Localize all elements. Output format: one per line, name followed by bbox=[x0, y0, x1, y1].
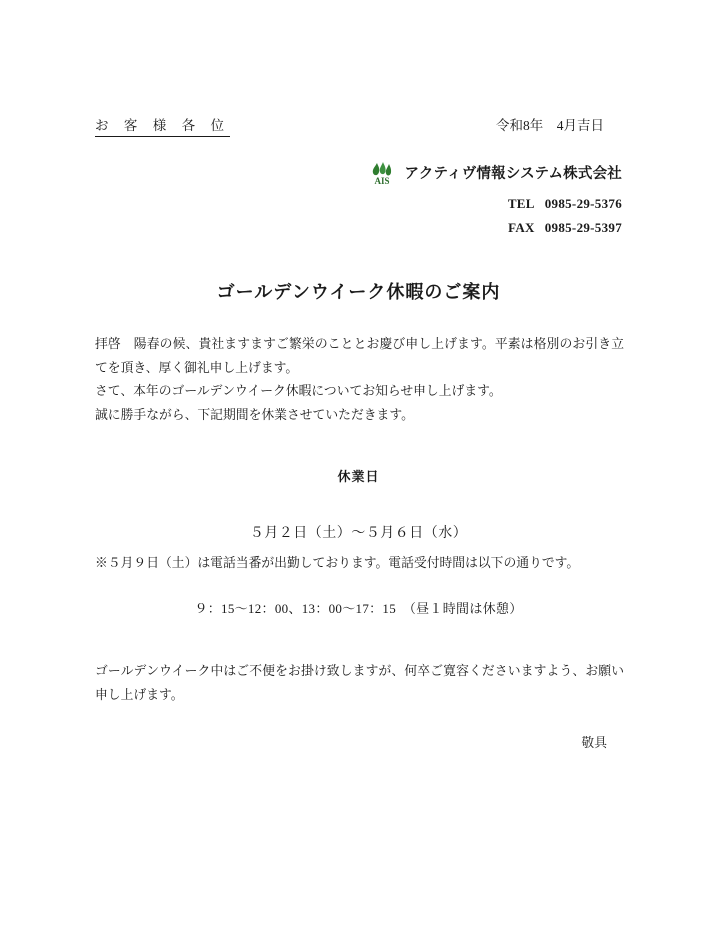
svg-text:AIS: AIS bbox=[374, 176, 390, 186]
addressee: お 客 様 各 位 bbox=[95, 114, 230, 137]
closing-note: ※５月９日（土）は電話当番が出勤しております。電話受付時間は以下の通りです。 bbox=[95, 556, 580, 570]
closing-day-range: ５月２日（土）～５月６日（水） bbox=[249, 526, 468, 541]
fax-label: FAX bbox=[508, 220, 535, 236]
body-paragraph-2: さて、本年のゴールデンウイーク休暇についてお知らせ申し上げます。 bbox=[95, 384, 502, 399]
tel-label: TEL bbox=[507, 196, 535, 211]
fax-value: 0985-29-5397 bbox=[544, 220, 622, 236]
page-title: ゴールデンウイーク休暇のご案内 bbox=[216, 282, 501, 302]
body-paragraph-1: 拝啓 陽春の候、貴社ますますご繁栄のこととお慶び申し上げます。平素は格別のお引き立てを頂き、厚く御礼申し上げます。 bbox=[95, 337, 624, 375]
body-paragraph-3: 誠に勝手ながら、下記期間を休業させていただきます。 bbox=[95, 408, 414, 423]
closing-day-label: 休業日 bbox=[337, 469, 380, 484]
tel-value: 0985-29-5376 bbox=[544, 196, 622, 211]
company-tel-line bbox=[365, 193, 622, 214]
company-info-block bbox=[365, 160, 622, 239]
outro-text-block bbox=[95, 660, 624, 707]
signoff: 敬具 bbox=[581, 736, 607, 750]
document-date: 令和8年 4月吉日 bbox=[496, 118, 604, 133]
outro-paragraph-1: ゴールデンウイーク中はご不便をお掛け致しますが、何卒ご寛容くださいますよう、お願い申し上げます。 bbox=[95, 664, 624, 702]
body-text-block bbox=[95, 333, 624, 428]
company-fax-line bbox=[365, 217, 622, 238]
closing-hours: ９：15～12：00、13：00～17：15 （昼１時間は休憩） bbox=[194, 601, 523, 616]
company-name: アクティヴ情報システム株式会社 bbox=[404, 166, 622, 183]
ais-leaf-logo-icon bbox=[365, 160, 399, 190]
company-name-line bbox=[365, 160, 622, 190]
document-header bbox=[95, 114, 622, 137]
